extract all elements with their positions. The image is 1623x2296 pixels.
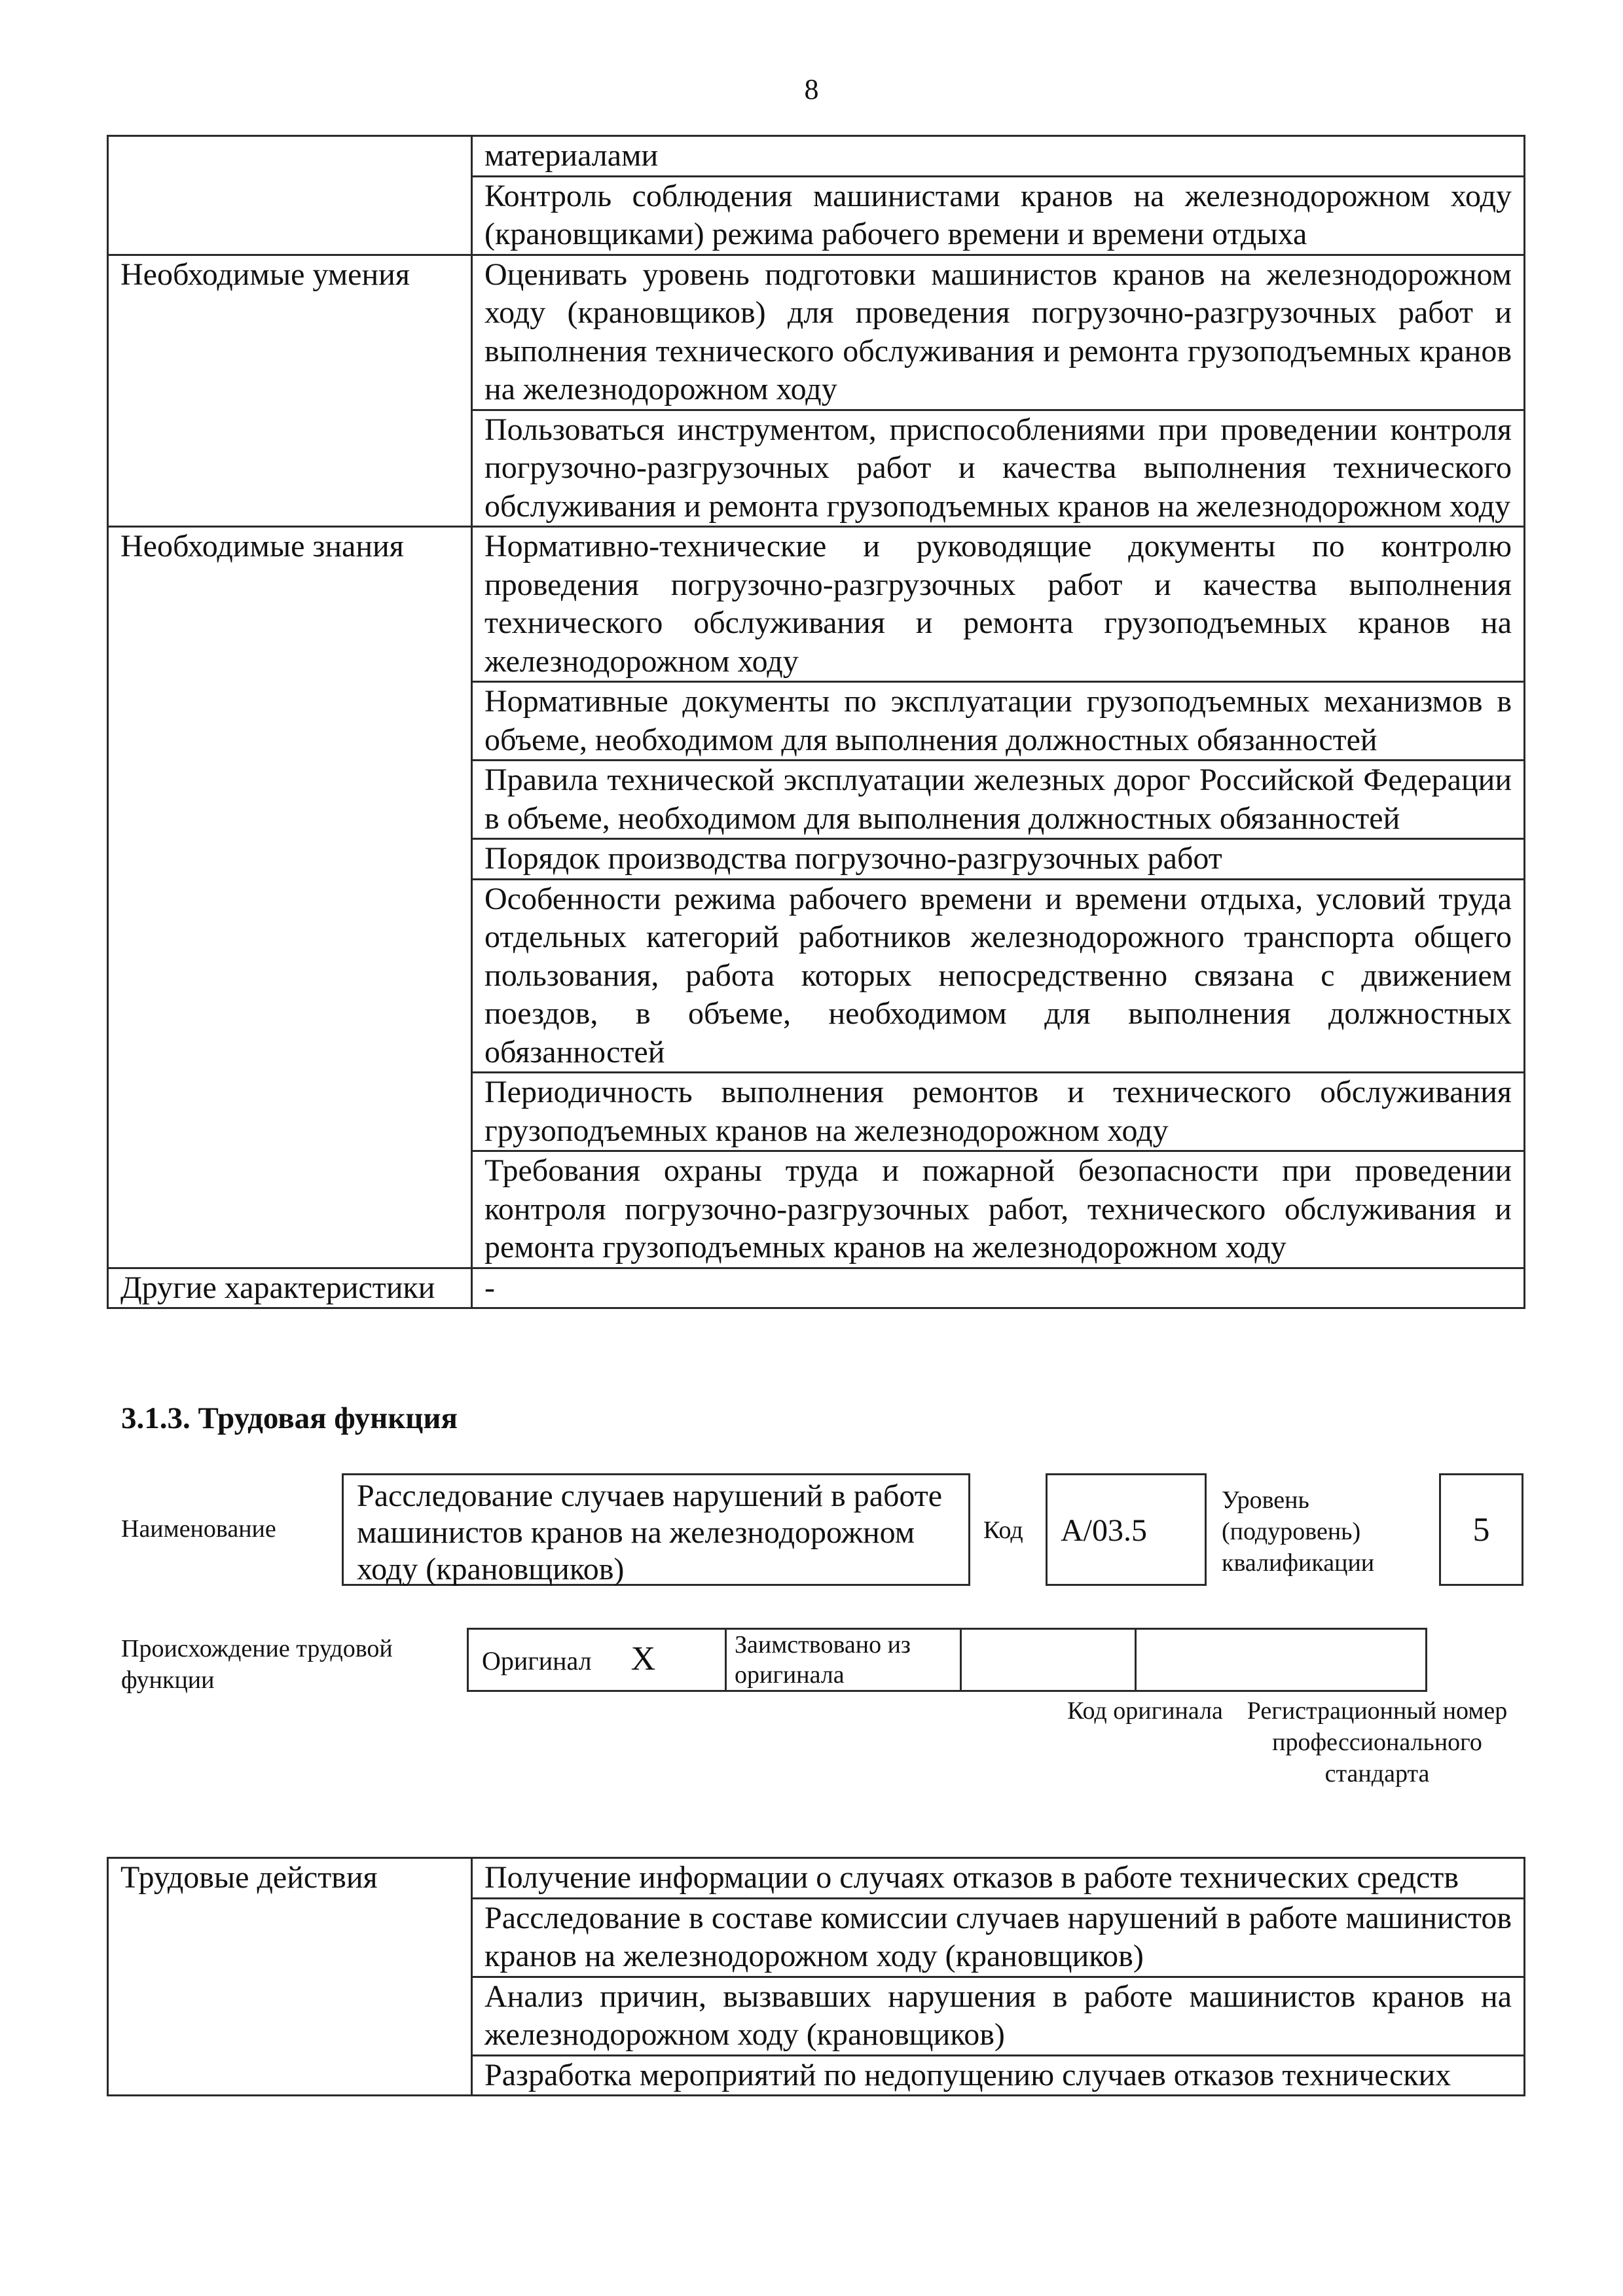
row-content: Разработка мероприятий по недопущению случаев отказов технических	[472, 2055, 1525, 2096]
code-original-cell	[961, 1629, 1136, 1691]
original-label: Оригинал	[482, 1645, 592, 1676]
row-label: Другие характеристики	[108, 1268, 472, 1308]
borrowed-cell: Заимствовано из оригинала	[726, 1629, 961, 1691]
table-row	[108, 255, 1525, 410]
name-label: Наименование	[121, 1515, 276, 1543]
row-content: Анализ причин, вызвавших нарушения в работе машинистов кранов на железнодорожном ходу (крановщиков)	[472, 1977, 1525, 2055]
qualification-level-box: 5	[1439, 1473, 1523, 1586]
table-row	[108, 1858, 1525, 1899]
row-content: Нормативные документы по эксплуатации грузоподъемных механизмов в объеме, необходимом для выполнения должностных обязанностей	[472, 682, 1525, 761]
row-content: материалами	[472, 136, 1525, 177]
row-content: Получение информации о случаях отказов в работе технических средств	[472, 1858, 1525, 1899]
row-content: Расследование в составе комиссии случаев нарушений в работе машинистов кранов на железнодорожном ходу (крановщиков)	[472, 1898, 1525, 1977]
row-content: Периодичность выполнения ремонтов и технического обслуживания грузоподъемных кранов на железнодорожном ходу	[472, 1073, 1525, 1151]
row-content: -	[472, 1268, 1525, 1308]
row-content: Контроль соблюдения машинистами кранов на железнодорожном ходу (крановщиками) режима рабочего времени и времени отдыха	[472, 176, 1525, 255]
reg-number-cell	[1136, 1629, 1427, 1691]
page-number: 8	[804, 73, 819, 105]
row-label: Необходимые знания	[108, 527, 472, 1268]
labor-actions-table	[107, 1857, 1525, 2096]
row-content: Правила технической эксплуатации железных дорог Российской Федерации в объеме, необходимом для выполнения должностных обязанностей	[472, 761, 1525, 839]
row-label: Трудовые действия	[108, 1858, 472, 2096]
code-label: Код	[983, 1516, 1023, 1544]
original-cell	[468, 1629, 726, 1691]
code-original-caption: Код оригинала	[1067, 1697, 1223, 1725]
row-content: Особенности режима рабочего времени и времени отдыха, условий труда отдельных категорий работников железнодорожного транспорта общего пользования, работа которых непосредственно связана с движением поездов, в объеме, необходимом для выполнения должностных обязанностей	[472, 879, 1525, 1073]
function-code-box: А/03.5	[1046, 1473, 1207, 1586]
row-content: Нормативно-технические и руководящие документы по контролю проведения погрузочно-разгрузочных работ и качества выполнения технического обслуживания и ремонта грузоподъемных кранов на железнодорожном ходу	[472, 527, 1525, 682]
row-content: Порядок производства погрузочно-разгрузочных работ	[472, 839, 1525, 880]
origin-table	[467, 1628, 1427, 1692]
row-content: Пользоваться инструментом, приспособлениями при проведении контроля погрузочно-разгрузочных работ и качества выполнения технического обслуживания и ремонта грузоподъемных кранов на железнодорожном ходу	[472, 410, 1525, 527]
section-title: 3.1.3. Трудовая функция	[121, 1401, 458, 1435]
row-content: Требования охраны труда и пожарной безопасности при проведении контроля погрузочно-разгрузочных работ, технического обслуживания и ремонта грузоподъемных кранов на железнодорожном ходу	[472, 1151, 1525, 1268]
table-row	[108, 527, 1525, 682]
row-label	[108, 136, 472, 255]
function-name-box: Расследование случаев нарушений в работе машинистов кранов на железнодорожном ходу (крановщиков)	[342, 1473, 970, 1586]
row-content: Оценивать уровень подготовки машинистов кранов на железнодорожном ходу (крановщиков) для проведения погрузочно-разгрузочных работ и выполнения технического обслуживания и ремонта грузоподъемных кранов на железнодорожном ходу	[472, 255, 1525, 410]
table-row	[108, 1268, 1525, 1308]
original-mark: Х	[630, 1640, 656, 1677]
table-row	[108, 136, 1525, 177]
skills-knowledge-table	[107, 135, 1525, 1309]
row-label: Необходимые умения	[108, 255, 472, 527]
reg-number-caption: Регистрационный номер профессионального стандарта	[1247, 1697, 1508, 1787]
origin-label: Происхождение трудовой функции	[121, 1635, 393, 1694]
qualification-level-label: Уровень (подуровень) квалификации	[1222, 1486, 1375, 1577]
